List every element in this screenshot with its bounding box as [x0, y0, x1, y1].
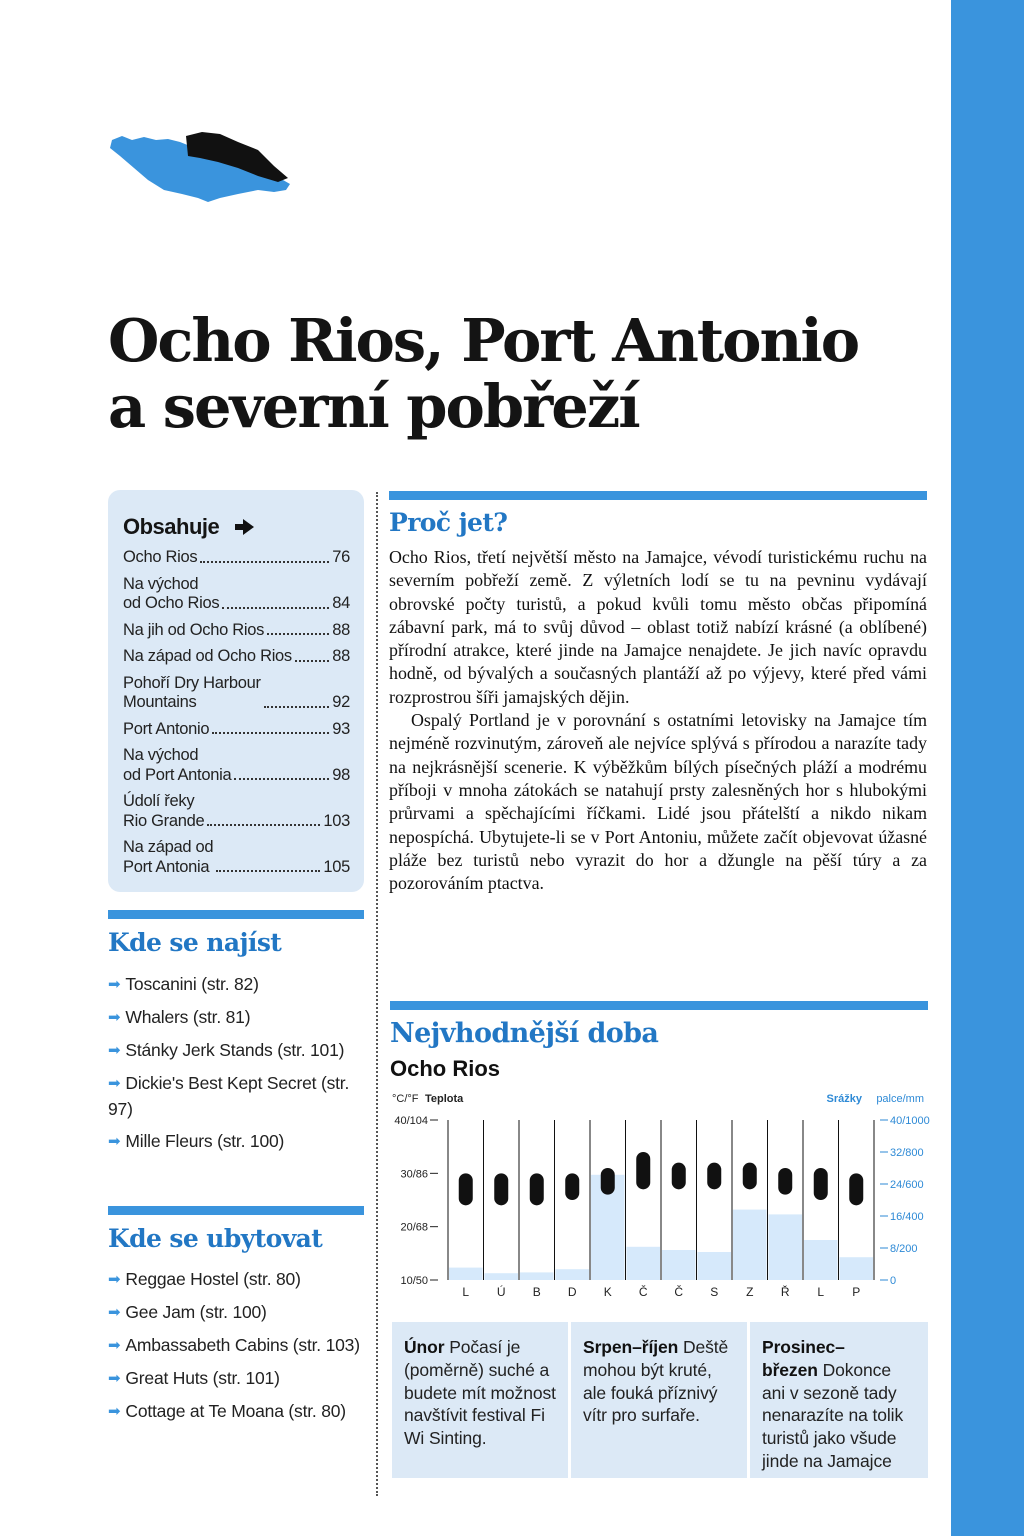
toc-leader-dots — [295, 660, 329, 662]
temp-range-mark — [530, 1173, 544, 1205]
toc-item-line: Na jih od Ocho Rios — [123, 620, 265, 639]
temp-range-mark — [636, 1152, 650, 1189]
toc-item — [123, 548, 350, 568]
blue-arrow-right-icon: ➡ — [108, 1337, 121, 1354]
month-label: Ř — [780, 1285, 790, 1299]
stay-list-item — [108, 1267, 366, 1293]
stay-list-item — [108, 1300, 366, 1326]
toc-leader-dots — [207, 824, 320, 826]
toc-item — [123, 575, 350, 614]
blue-arrow-right-icon: ➡ — [108, 1042, 121, 1059]
eat-heading: Kde se najíst — [108, 928, 282, 957]
toc-leader-dots — [216, 870, 320, 872]
temp-axis-label: Teplota — [425, 1093, 464, 1105]
eat-item-text: Dickie's Best Kept Secret (str. 97) — [108, 1073, 350, 1119]
temp-range-mark — [565, 1173, 579, 1200]
month-label: L — [817, 1285, 825, 1299]
rain-tick-label: 32/800 — [890, 1147, 924, 1159]
toc-leader-dots — [267, 633, 329, 635]
temp-axis-unit: °C/°F — [392, 1093, 419, 1105]
why-paragraph-1: Ocho Rios, třetí největší město na Jamajce, vévodí turistickému ruchu na severním pobřeží země. Z výletních lodí se tu na pevninu vydávají obrovské počty turistů, a pokud kvůli tomu město občas připomíná zábavní park, má to svůj důvod – oblast totiž nabízí krásné (a oblíbené) přírodní atrakce, které jinde na Jamajce nenajdete. Je jich navíc opravdu hodně, od bývalých a současných plantáží až po výjevy, které před vámi rozprostrou šíři jamajských dějin. — [389, 547, 927, 707]
toc-item-line: Rio Grande — [123, 811, 205, 830]
arrow-right-icon — [243, 519, 254, 535]
why-section-bar — [389, 491, 927, 500]
toc-item-page: 88 — [332, 647, 350, 665]
toc-item-line: Pohoří Dry Harbour — [123, 673, 261, 692]
month-label: Č — [674, 1285, 684, 1299]
blue-arrow-right-icon: ➡ — [108, 1403, 121, 1420]
toc-item-label — [123, 838, 213, 877]
toc-item-label — [123, 575, 219, 614]
temp-range-mark — [601, 1168, 615, 1195]
contents-list — [123, 548, 350, 877]
toc-item-page: 93 — [332, 719, 350, 738]
season-2-title: Srpen–říjen — [583, 1337, 679, 1357]
eat-list-item — [108, 1038, 366, 1064]
toc-item-page: 92 — [332, 693, 350, 711]
toc-item-line: Na východ — [123, 574, 199, 593]
rain-tick-label: 16/400 — [890, 1211, 924, 1223]
month-label: K — [603, 1285, 612, 1299]
eat-section-bar — [108, 910, 364, 919]
toc-leader-dots — [200, 561, 329, 563]
toc-leader-dots — [264, 706, 330, 708]
toc-item-line: od Ocho Rios — [123, 594, 220, 612]
toc-item — [123, 792, 350, 831]
month-label: P — [852, 1285, 861, 1299]
blue-arrow-right-icon: ➡ — [108, 1075, 121, 1092]
rain-bar — [733, 1210, 767, 1280]
toc-item-page: 76 — [332, 548, 350, 566]
why-heading: Proč jet? — [389, 508, 508, 537]
month-label: D — [567, 1285, 577, 1299]
why-body — [389, 546, 927, 895]
temp-tick-label: 30/86 — [400, 1168, 428, 1181]
month-label: S — [710, 1285, 719, 1299]
season-card-2 — [571, 1322, 747, 1478]
eat-item-text: Toscanini (str. 82) — [125, 974, 259, 994]
toc-leader-dots — [212, 732, 329, 734]
toc-item-line: Mountains — [123, 693, 197, 711]
toc-item — [123, 647, 350, 667]
month-label: Ú — [496, 1285, 506, 1299]
toc-item-label — [123, 720, 209, 740]
best-time-city: Ocho Rios — [390, 1056, 501, 1081]
contents-heading-label: Obsahuje — [123, 514, 220, 539]
toc-item-page: 103 — [323, 811, 350, 830]
best-time-section-bar — [390, 1001, 928, 1010]
toc-item — [123, 720, 350, 740]
month-label: Č — [638, 1285, 648, 1299]
toc-item-label — [123, 548, 197, 568]
best-time-heading: Nejvhodnější doba — [390, 1018, 659, 1049]
stay-section-bar — [108, 1206, 364, 1215]
eat-list-item — [108, 1129, 366, 1155]
blue-arrow-right-icon: ➡ — [108, 1271, 121, 1288]
stay-item-text: Cottage at Te Moana (str. 80) — [125, 1401, 346, 1421]
toc-item-line: Port Antonia — [123, 857, 210, 876]
rain-bar — [769, 1214, 803, 1280]
rain-tick-label: 0 — [890, 1275, 897, 1287]
month-label: B — [532, 1285, 541, 1299]
stay-list-item — [108, 1399, 366, 1425]
stay-item-text: Gee Jam (str. 100) — [125, 1302, 267, 1322]
page-title — [108, 308, 938, 440]
season-3-text: Dokonce ani v sezoně tady nenarazíte na tolik turistů jako všude jinde na Jamajce — [762, 1359, 904, 1471]
eat-item-text: Stánky Jerk Stands (str. 101) — [125, 1040, 345, 1060]
toc-item-label — [123, 674, 261, 713]
side-color-band — [951, 0, 1024, 1536]
rain-tick-label: 8/200 — [890, 1243, 918, 1255]
blue-arrow-right-icon: ➡ — [108, 976, 121, 993]
blue-arrow-right-icon: ➡ — [108, 1370, 121, 1387]
temp-range-mark — [849, 1173, 863, 1205]
climate-chart — [388, 1086, 932, 1312]
column-divider — [376, 492, 378, 1496]
toc-item — [123, 621, 350, 641]
stay-heading: Kde se ubytovat — [108, 1224, 323, 1253]
blue-arrow-right-icon: ➡ — [108, 1133, 121, 1150]
eat-list-item — [108, 972, 366, 998]
toc-item-label — [123, 746, 231, 785]
season-1-title: Únor — [404, 1337, 445, 1357]
temp-range-mark — [672, 1163, 686, 1190]
toc-leader-dots — [222, 607, 329, 609]
toc-item-line: od Port Antonia — [123, 765, 232, 784]
season-card-1 — [392, 1322, 568, 1478]
toc-item-page: 105 — [323, 857, 350, 876]
temp-range-mark — [778, 1168, 792, 1195]
toc-item-page: 84 — [332, 594, 350, 612]
toc-item-line: Port Antonio — [123, 719, 210, 738]
rain-bar — [485, 1273, 519, 1280]
rain-bar — [556, 1269, 590, 1280]
stay-item-text: Ambassabeth Cabins (str. 103) — [125, 1335, 360, 1355]
rain-bar — [520, 1272, 554, 1280]
toc-item-line: Na západ od Ocho Rios — [123, 647, 292, 665]
toc-item — [123, 838, 350, 877]
blue-arrow-right-icon: ➡ — [108, 1304, 121, 1321]
toc-item-label — [123, 647, 292, 667]
rain-axis-unit: palce/mm — [876, 1093, 924, 1105]
month-label: L — [462, 1285, 470, 1299]
temp-range-mark — [494, 1173, 508, 1205]
toc-item-line: Na západ od — [123, 838, 214, 856]
jamaica-map-icon — [108, 128, 292, 206]
contents-heading — [123, 514, 350, 540]
season-1-text: Počasí je (poměrně) suché a budete mít možnost navštívit festival Fi Wi Sinting. — [404, 1337, 556, 1449]
toc-leader-dots — [234, 778, 329, 780]
rain-tick-label: 40/1000 — [890, 1115, 930, 1127]
title-line-1: Ocho Rios, Port Antonio — [108, 306, 859, 375]
eat-item-text: Whalers (str. 81) — [125, 1007, 251, 1027]
stay-item-text: Great Huts (str. 101) — [125, 1368, 280, 1388]
rain-bar — [627, 1247, 661, 1280]
toc-item-line: Na východ — [123, 746, 199, 764]
rain-bar — [698, 1252, 732, 1280]
stay-list-item — [108, 1366, 366, 1392]
toc-item-label — [123, 792, 204, 831]
temp-range-mark — [707, 1163, 721, 1190]
rain-bar — [804, 1240, 838, 1280]
temp-tick-label: 20/68 — [400, 1221, 428, 1234]
season-3-title: Prosinec–březen — [762, 1337, 845, 1380]
rain-axis-label: Srážky — [826, 1093, 862, 1105]
toc-item-label — [123, 621, 264, 641]
toc-item — [123, 674, 350, 713]
stay-list — [108, 1267, 366, 1432]
toc-item-line: Ocho Rios — [123, 548, 198, 566]
stay-item-text: Reggae Hostel (str. 80) — [125, 1269, 301, 1289]
rain-bar — [840, 1257, 874, 1280]
toc-item-page: 98 — [332, 765, 350, 784]
eat-list-item — [108, 1071, 366, 1122]
rain-bar — [449, 1268, 483, 1280]
rain-bar — [662, 1250, 696, 1280]
eat-list — [108, 972, 366, 1162]
rain-tick-label: 24/600 — [890, 1179, 924, 1191]
toc-item-page: 88 — [332, 620, 350, 639]
temp-range-mark — [743, 1163, 757, 1190]
eat-list-item — [108, 1005, 366, 1031]
temp-range-mark — [459, 1173, 473, 1205]
toc-item — [123, 746, 350, 785]
blue-arrow-right-icon: ➡ — [108, 1009, 121, 1026]
title-line-2: a severní pobřeží — [108, 372, 639, 441]
toc-item-line: Údolí řeky — [123, 792, 195, 810]
season-card-3 — [750, 1322, 928, 1478]
contents-panel — [108, 490, 364, 892]
why-paragraph-2: Ospalý Portland je v porovnání s ostatními letovisky na Jamajce tím nejméně rozvinutým, zároveň ale nejvíce splývá s přírodou a narazíte tady na nejkrásnější scenerie. K výběžkům bílých písečných pláží a modrému příboji v mnoha zátokách se natahují prsty zalesněných hor s hlubokými průrvami a spěchajícími říčkami. Lidé jsou přátelští a nikdo nikam nepospíchá. Ubytujete-li se v Port Antoniu, můžete začít objevovat úžasné pláže bez turistů nebo vyrazit do hor a džungle na pěší túry a za pozorováním ptactva. — [389, 710, 927, 894]
season-2-text: Deště mohou být kruté, ale fouká příznivý vítr pro surfaře. — [583, 1337, 729, 1426]
temp-tick-label: 40/104 — [394, 1115, 428, 1127]
stay-list-item — [108, 1333, 366, 1359]
temp-tick-label: 10/50 — [400, 1275, 428, 1287]
month-label: Z — [746, 1285, 754, 1299]
temp-range-mark — [814, 1168, 828, 1200]
eat-item-text: Mille Fleurs (str. 100) — [125, 1131, 285, 1151]
